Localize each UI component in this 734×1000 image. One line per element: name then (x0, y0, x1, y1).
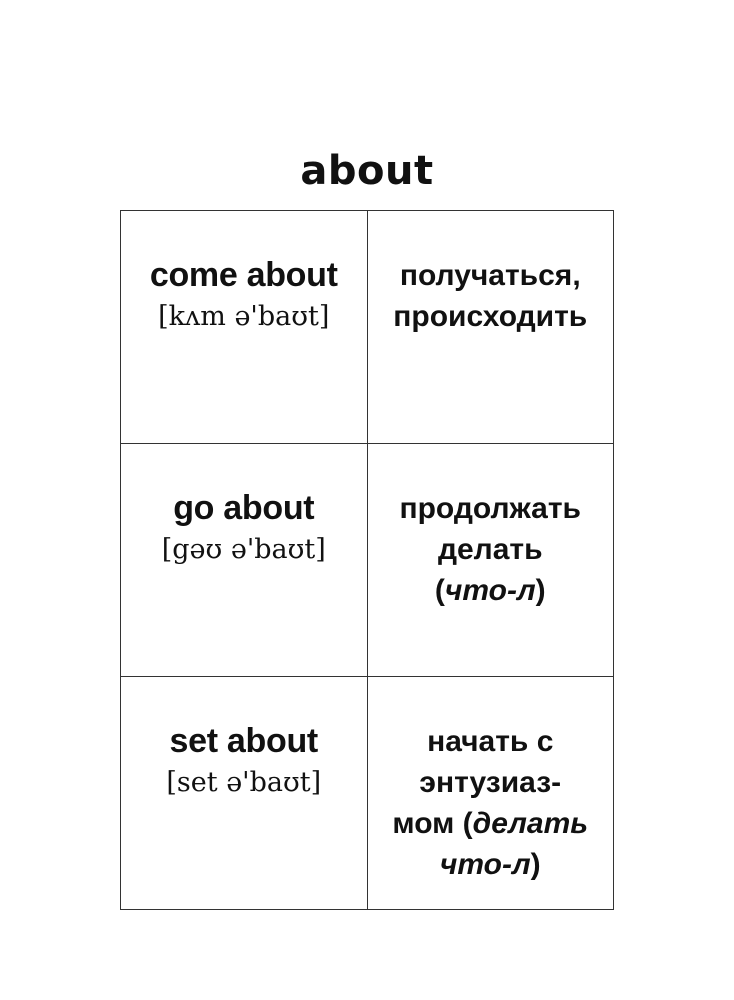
translation-italic: что-л (444, 574, 536, 607)
table-row (121, 677, 614, 910)
term: come about (149, 256, 338, 294)
translation-line: делать (437, 533, 543, 566)
transcription: [kʌm ə'baʊt] (158, 301, 330, 332)
page-title: about (300, 148, 434, 194)
translation-line: продолжать (399, 492, 581, 525)
translation-line: начать с (427, 725, 554, 758)
translation-part: ) (535, 574, 546, 607)
translation-cell (368, 211, 615, 444)
term-cell (121, 677, 368, 910)
translation (368, 721, 614, 885)
translation-part: ) (530, 848, 541, 881)
table-row (121, 444, 614, 677)
translation-line: получаться, (399, 259, 581, 292)
translation-italic: делать (472, 807, 589, 840)
term: go about (173, 489, 315, 527)
translation (368, 255, 614, 337)
term-cell (121, 444, 368, 677)
translation (368, 488, 614, 611)
translation-cell (368, 677, 615, 910)
table-row (121, 211, 614, 444)
phrasal-verb-table (120, 210, 614, 910)
translation-cell (368, 444, 615, 677)
translation-part: ( (434, 574, 445, 607)
transcription: [set ə'baʊt] (166, 767, 322, 798)
term: set about (169, 722, 318, 760)
translation-line: энтузиаз- (419, 766, 562, 799)
translation-italic: что-л (439, 848, 531, 881)
translation-line: происходить (393, 300, 588, 333)
translation-part: мом ( (392, 807, 473, 840)
transcription: [gəʊ ə'baʊt] (161, 534, 326, 565)
term-cell (121, 211, 368, 444)
